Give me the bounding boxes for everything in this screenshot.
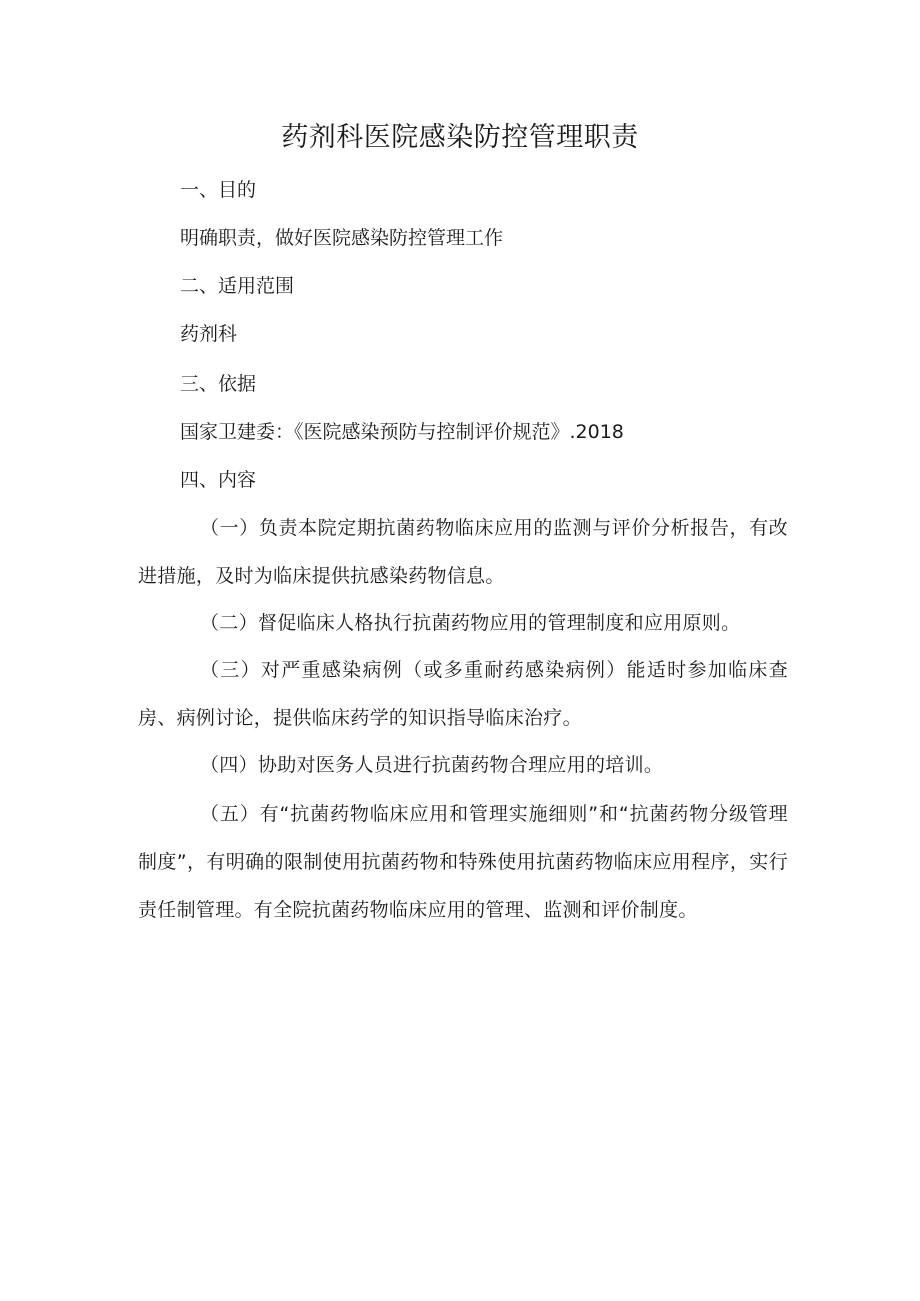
content-item-4: （四）协助对医务人员进行抗菌药物合理应用的培训。 — [200, 754, 664, 776]
document-title: 药剂科医院感染防控管理职责 — [281, 122, 639, 153]
content-item-3: （三）对严重感染病例（或多重耐药感染病例）能适时参加临床查房、病例讨论，提供临床药学的知识指导临床治疗。 — [138, 659, 788, 729]
content-item-2: （二）督促临床人格执行抗菌药物应用的管理制度和应用原则。 — [200, 612, 741, 634]
content-item-5: （五）有“抗菌药物临床应用和管理实施细则”和“抗菌药物分级管理制度”，有明确的限制使用抗菌药物和特殊使用抗菌药物临床应用程序，实行责任制管理。有全院抗菌药物临床应用的管理、监测和评价制度。 — [138, 803, 788, 921]
section-text-basis: 国家卫建委：《医院感染预防与控制评价规范》.2018 — [180, 421, 624, 443]
content-item-1: （一）负责本院定期抗菌药物临床应用的监测与评价分析报告，有改进措施，及时为临床提供抗感染药物信息。 — [138, 517, 788, 587]
section-heading-scope: 二、适用范围 — [180, 275, 295, 297]
section-text-scope: 药剂科 — [180, 323, 238, 345]
section-heading-purpose: 一、目的 — [180, 179, 257, 201]
section-heading-basis: 三、依据 — [180, 373, 257, 395]
section-heading-content: 四、内容 — [180, 469, 257, 491]
section-text-purpose: 明确职责，做好医院感染防控管理工作 — [180, 227, 504, 249]
